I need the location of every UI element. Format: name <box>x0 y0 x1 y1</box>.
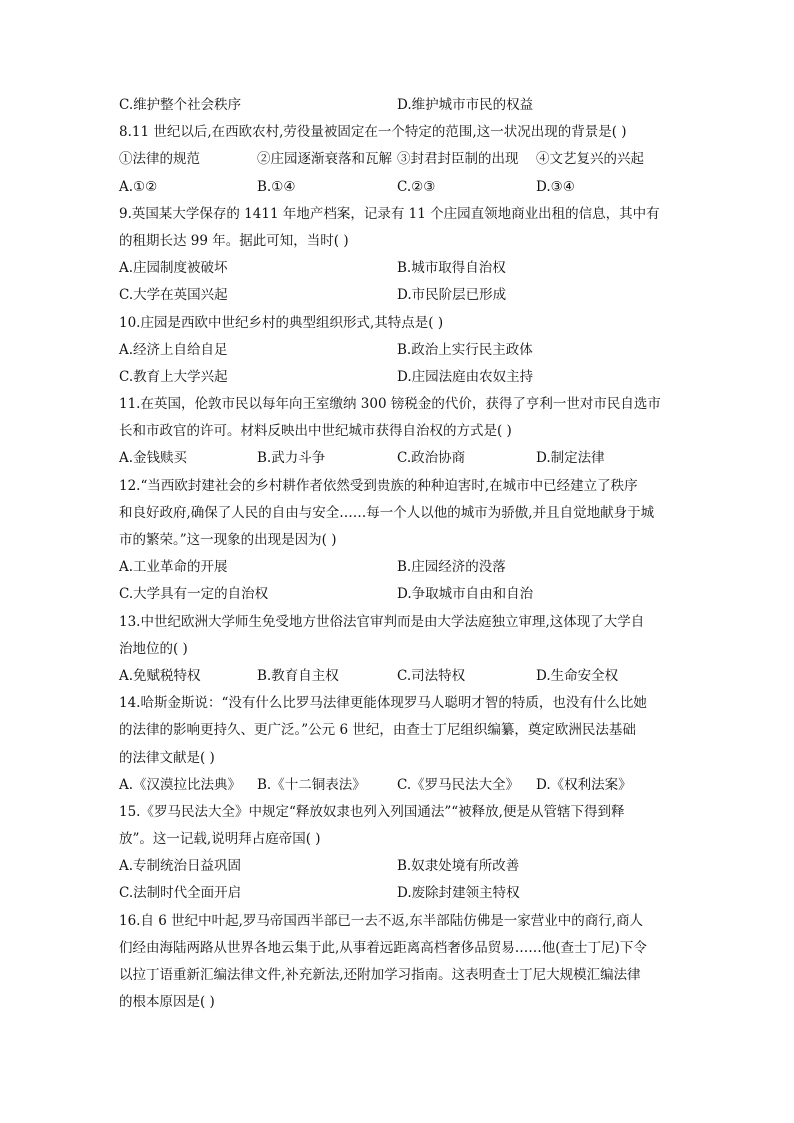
q9-stem-line: 的租期长达 99 年。据此可知，当时( ) <box>119 232 349 249</box>
q16-stem-line: 16.自 6 世纪中叶起,罗马帝国西半部已一去不返,东半部陆仿佛是一家营业中的商行,商人 <box>119 912 644 929</box>
option: C.司法特权 <box>397 667 466 684</box>
q9-options <box>119 282 679 309</box>
option: B.武力斗争 <box>257 450 326 467</box>
q14-stem-line: 14.哈斯金斯说：“没有什么比罗马法律更能体现罗马人聪明才智的特质，也没有什么比她 <box>119 695 647 712</box>
q14-options <box>119 772 679 799</box>
option: B.庄园经济的没落 <box>397 559 506 576</box>
option: D.生命安全权 <box>536 667 619 684</box>
statement-item: ④文艺复兴的兴起 <box>536 151 644 168</box>
option: A.工业革命的开展 <box>119 559 228 576</box>
q15-stem-line: 15.《罗马民法大全》中规定“释放奴隶也列入列国通法”“被释放,便是从管辖下得到释 <box>119 803 625 820</box>
q16-stem-line: 的根本原因是( ) <box>119 994 215 1011</box>
q14-stem-line: 的法律的影响更持久、更广泛。”公元 6 世纪，由查士丁尼组织编纂，奠定欧洲民法基础 <box>119 722 636 739</box>
option: A.专制统治日益巩固 <box>119 858 242 875</box>
option: D.市民阶层已形成 <box>397 287 507 304</box>
option: B.政治上实行民主政体 <box>397 341 533 358</box>
option: C.政治协商 <box>397 450 466 467</box>
option: C.教育上大学兴起 <box>119 368 228 385</box>
option: A.免赋税特权 <box>119 667 201 684</box>
option: B.教育自主权 <box>257 667 339 684</box>
q9-options <box>119 255 679 282</box>
q10-options <box>119 364 679 391</box>
q15-options <box>119 880 679 907</box>
option: D.庄园法庭由农奴主持 <box>397 368 534 385</box>
q13-stem-line: 13.中世纪欧洲大学师生免受地方世俗法官审判而是由大学法庭独立审理,这体现了大学自 <box>119 613 645 630</box>
option: C.②③ <box>397 178 436 195</box>
q14-stem-line: 的法律文献是( ) <box>119 749 215 766</box>
option: A.①② <box>119 178 158 195</box>
option: C.维护整个社会秩序 <box>119 97 242 113</box>
statement-item: ①法律的规范 <box>119 151 200 168</box>
statement-item: ③封君封臣制的出现 <box>397 151 519 168</box>
q13-options <box>119 663 679 690</box>
option: D.《权利法案》 <box>536 776 632 793</box>
option: B.城市取得自治权 <box>397 260 506 277</box>
q12-options <box>119 554 679 581</box>
q9-stem-line: 9.英国某大学保存的 1411 年地产档案，记录有 11 个庄园直领地商业出租的信息，其中有 <box>119 205 660 222</box>
q12-stem-line: 市的繁荣。”这一现象的出现是因为( ) <box>119 532 337 548</box>
q15-options <box>119 853 679 880</box>
statement-item: ②庄园逐渐衰落和瓦解 <box>257 151 392 168</box>
question-list <box>119 92 679 1016</box>
option: C.大学具有一定的自治权 <box>119 586 269 603</box>
q13-stem-line: 治地位的( ) <box>119 640 188 657</box>
option: B.《十二铜表法》 <box>257 776 366 793</box>
option: D.维护城市市民的权益 <box>397 97 534 113</box>
q8-items <box>119 146 679 173</box>
q8-stem: 8.11 世纪以后,在西欧农村,劳役量被固定在一个特定的范围,这一状况出现的背景是( ) <box>119 124 627 141</box>
option: B.奴隶处境有所改善 <box>397 858 520 875</box>
option: C.《罗马民法大全》 <box>397 776 520 793</box>
option: D.争取城市自由和自治 <box>397 586 534 603</box>
q11-options <box>119 445 679 472</box>
q8-options <box>119 174 679 201</box>
q11-stem-line: 长和市政官的许可。材料反映出中世纪城市获得自治权的方式是( ) <box>119 423 512 440</box>
q15-stem-line: 放”。这一记载,说明拜占庭帝国( ) <box>119 831 321 848</box>
option: D.③④ <box>536 178 575 195</box>
q11-stem-line: 11.在英国，伦敦市民以每年向王室缴纳 300 镑税金的代价，获得了亨利一世对市民自选市 <box>119 396 661 413</box>
option: A.经济上自给自足 <box>119 341 228 358</box>
q16-stem-line: 们经由海陆两路从世界各地云集于此,从事着远距离高档奢侈品贸易……他(查士丁尼)下令 <box>119 939 647 956</box>
option: D.废除封建领主特权 <box>397 885 520 902</box>
q10-options <box>119 337 679 364</box>
option: C.大学在英国兴起 <box>119 287 228 304</box>
q10-stem: 10.庄园是西欧中世纪乡村的典型组织形式,其特点是( ) <box>119 314 444 331</box>
q12-stem-line: 12.“当西欧封建社会的乡村耕作者依然受到贵族的种种迫害时,在城市中已经建立了秩序 <box>119 477 638 494</box>
q12-options <box>119 581 679 608</box>
option: A.金钱赎买 <box>119 450 188 467</box>
q7-options <box>119 92 679 119</box>
option: C.法制时代全面开启 <box>119 885 242 902</box>
option: B.①④ <box>257 178 296 195</box>
option: A.《汉漠拉比法典》 <box>119 776 242 793</box>
q12-stem-line: 和良好政府,确保了人民的自由与安全……每一个人以他的城市为骄傲,并且自觉地献身于城 <box>119 504 655 521</box>
option: D.制定法律 <box>536 450 605 467</box>
option: A.庄园制度被破坏 <box>119 260 228 277</box>
q16-stem-line: 以拉丁语重新汇编法律文件,补充新法,还附加学习指南。这表明查士丁尼大规模汇编法律 <box>119 967 641 983</box>
